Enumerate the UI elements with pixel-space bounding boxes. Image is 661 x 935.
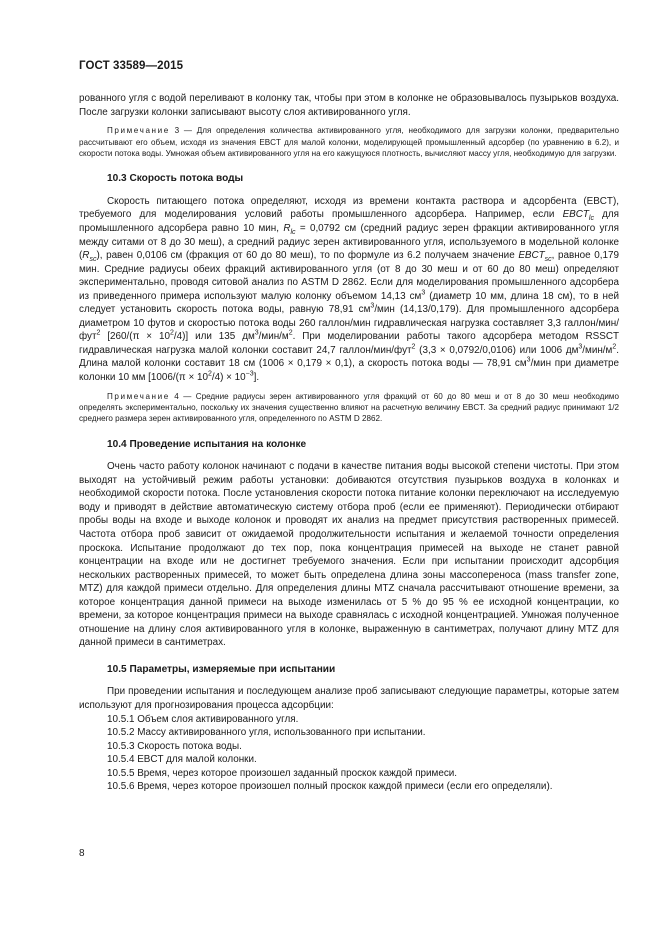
superscript: 2 (207, 370, 212, 378)
list-item: 10.5.1 Объем слоя активированного угля. (107, 713, 299, 725)
note-4 (79, 391, 619, 425)
text-run: /4) × 10 (211, 371, 246, 383)
intro-paragraph: рованного угля с водой переливают в колонку так, чтобы при этом в колонке не образовывалось пузырьков воздуха. После загрузки колонки записывают высоту слоя активированного угля. (79, 93, 619, 118)
text-run: (3,3 × 0,0792/0,0106) или 1006 дм (415, 344, 579, 356)
superscript: 3 (254, 330, 259, 338)
list-item: 10.5.4 EBCT для малой колонки. (107, 754, 257, 766)
superscript: 3 (370, 302, 375, 310)
text-run: = 0,0792 см (средний радиус зерен фракции активированного угля между ситами от 8 до 30 меш), а средний радиус зерен активированного угля, используемого в модельной колонке ( (79, 222, 619, 262)
text-run: для промышленного адсорбера равно 10 мин, (79, 209, 620, 234)
section-10-5-paragraph: При проведении испытания и последующем анализе проб записывают следующие параметры, которые затем используют для прогнозирования процесса адсорбции: (79, 686, 619, 712)
superscript: 3 (526, 357, 531, 365)
section-10-3-paragraph (79, 195, 619, 385)
subscript-lc: lc (588, 215, 594, 223)
superscript: 2 (169, 330, 174, 338)
list-item: 10.5.6 Время, через которое произошел полный проскок каждой примеси (если его определяли). (107, 781, 553, 793)
text-run: . Длина малой колонки составит 18 см (1006 × 0,179 × 0,1), а скорость потока воды — 78,91 см (79, 344, 619, 370)
text-run: ]. (253, 371, 260, 383)
text-run: [260/(π × 10 (100, 331, 170, 343)
superscript: 2 (96, 330, 101, 338)
text-run: , равное 0,179 мин. Средние радиусы обеих фракций активированного угля (от 8 до 30 меш и от 60 до 80 меш) определяют экспериментально, проводя ситовой анализ по ASTM D 2862. Если для моделирования промышленного адсорбера из приведенного примера используют малую колонку объемом 14,13 см (79, 250, 619, 302)
page-content (79, 92, 619, 794)
superscript: 2 (411, 343, 416, 351)
superscript: 3 (578, 343, 583, 351)
note-4-text: 4 — Средние радиусы зерен активированного угля фракций от 60 до 80 меш и от 8 до 30 меш необходимо определять экспериментально, поскольку их значения существенно влияют на расчетную величину EBCT. За средний радиус принимают 1/2 среднего размера зерен активированного угля, определенного по ASTM D 2862. (79, 391, 619, 424)
note-3-text: 3 — Для определения количества активированного угля, необходимого для загрузки колонки, предварительно рассчитывают его объем, исходя из значения EBCT для малой колонки, моделирующей промышленный адсорбер (по уравнению в 6.2), и скорости потока воды. Умножая объем активированного угля на его кажущуюся плотность, вычисляют массу угля, необходимую для загрузки. (79, 126, 619, 158)
text-run: . При моделировании работы такого адсорбера методом RSSCT гидравлическая нагрузка малой колонки составит 24,7 галлон/мин/фут (79, 331, 620, 356)
r-symbol: R (82, 250, 90, 262)
list-item: 10.5.3 Скорость потока воды. (107, 740, 242, 752)
section-10-4-heading: 10.4 Проведение испытания на колонке (107, 438, 307, 450)
superscript: 3 (421, 289, 426, 297)
ebct-symbol: EBCT (562, 209, 589, 221)
page-number: 8 (79, 848, 85, 859)
ebct-symbol: EBCT (518, 250, 545, 262)
text-run: /4)] или 135 дм (173, 331, 255, 343)
text-run: /мин при диаметре колонки 10 мм [1006/(π × 10 (79, 358, 620, 383)
r-symbol: R (283, 222, 291, 234)
subscript-lc: lc (290, 228, 296, 236)
list-item: 10.5.5 Время, через которое произошел заданный проскок каждой примеси. (107, 767, 458, 779)
superscript: −3 (245, 370, 254, 378)
section-10-5-heading: 10.5 Параметры, измеряемые при испытании (107, 663, 336, 675)
superscript: 2 (612, 343, 617, 351)
note-4-label: Примечание (107, 391, 170, 401)
text-run: Скорость питающего потока определяют, исходя из времени контакта раствора и адсорбента (EBCT), требуемого для моделирования условий работы промышленного адсорбера. Например, если (79, 195, 619, 221)
section-10-4-paragraph: Очень часто работу колонок начинают с подачи в качестве питания воды высокой степени чистоты. При этом выходят на устойчивый режим работы установки: добиваются отсутствия пузырьков воздуха в колонках и необходимой скорости потока. После установления скорости потока питание колонки переключают на исследуемую воду и приводят в действие автоматическую систему отбора проб (если ее применяют). Периодически отбирают пробы воды на входе и выходе колонок и проводят их анализ на предмет присутствия растворенных примесей. Частота отбора проб зависит от ожидаемой продолжительности испытания и желаемой точности определения проскока. Испытание продолжают до тех пор, пока концентрация примесей на выходе не станет равной концентрации на входе или не достигнет требуемого значения. Если при испытании происходит адсорбция нескольких растворенных примесей, то может быть определена длина зоны массопереноса (mass transfer zone, MTZ) для каждой примеси отдельно. Для определения длины MTZ сначала рассчитывают отношение времени, за которое концентрация данной примеси на выходе изменилась от 5 % до 95 % ее исходной концентрации, ко времени, за которое концентрация примеси на выходе сравнялась с исходной концентрацией. Умножая полученное отношение на длину слоя активированного угля в колонке, выраженную в сантиметрах, получают длину MTZ для данной примеси в сантиметрах. (79, 461, 619, 649)
text-run: ), равен 0,0106 см (фракция от 60 до 80 меш), то по формуле из 6.2 получаем значение (96, 250, 519, 262)
note-3-label: Примечание (107, 126, 170, 136)
text-run: /мин (14,13/0,179). Для промышленного адсорбера диаметром 10 футов и скоростью потока воды 260 галлон/мин гидравлическая нагрузка составляет 3,3 галлон/мин/фут (79, 304, 619, 343)
note-3 (79, 125, 619, 159)
section-10-3-heading: 10.3 Скорость потока воды (107, 173, 244, 185)
text-run: /мин/м (582, 344, 613, 356)
superscript: 2 (288, 330, 293, 338)
subscript-sc: sc (544, 256, 552, 264)
page-header: ГОСТ 33589—2015 (79, 60, 184, 72)
text-run: (диаметр 10 мм, длина 18 см), то в ней следует установить скорость потока воды, равную 78,91 см (79, 290, 619, 316)
list-item: 10.5.2 Массу активированного угля, использованного при испытании. (107, 727, 426, 739)
subscript-sc: sc (89, 256, 97, 264)
text-run: /мин/м (258, 331, 289, 343)
